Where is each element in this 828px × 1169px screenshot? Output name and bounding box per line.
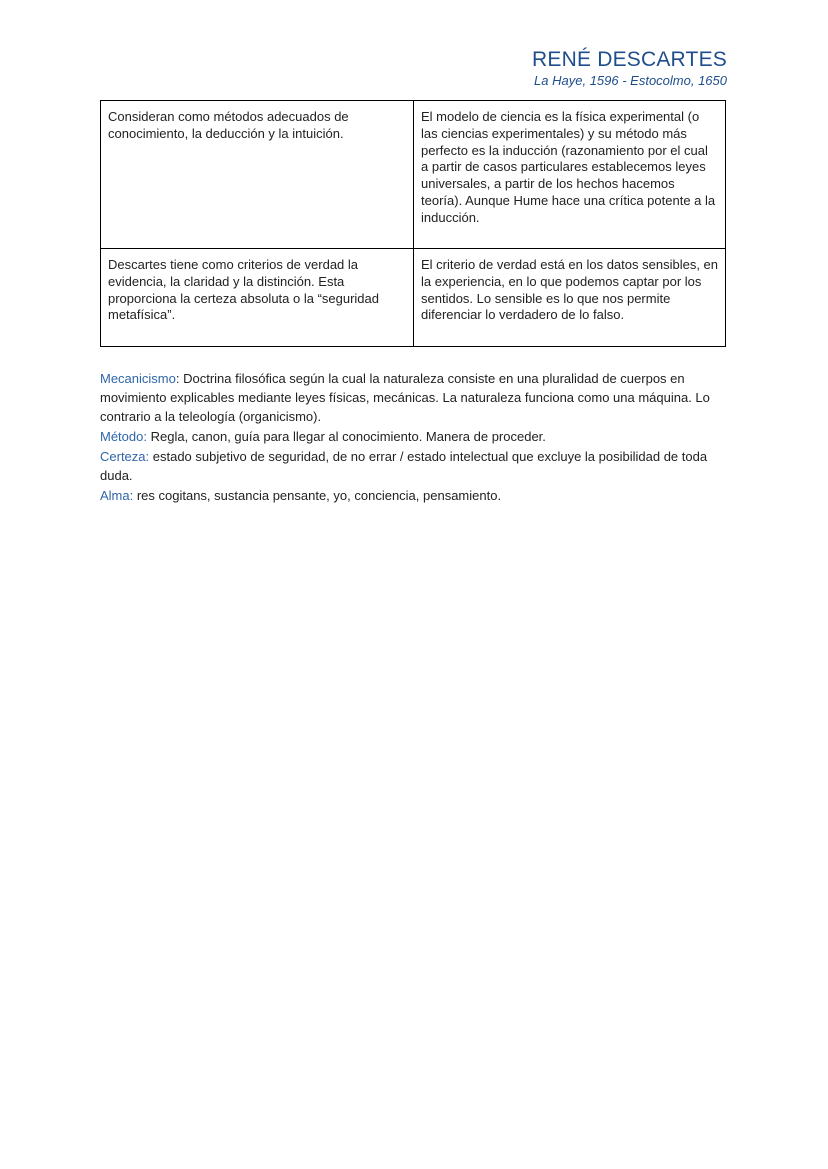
definition-mecanicismo xyxy=(100,369,730,426)
document-subtitle: La Haye, 1596 - Estocolmo, 1650 xyxy=(534,73,727,88)
table-cell-empiricism: El modelo de ciencia es la física experimental (o las ciencias experimentales) y su método más perfecto es la inducción (razonamiento por el cual a partir de casos particulares establecemos leyes universales, a partir de los hechos hacemos teoría). Aunque Hume hace una crítica potente a la inducción. xyxy=(414,101,726,249)
definition-metodo xyxy=(100,427,730,446)
definition-term: Método: xyxy=(100,429,147,444)
table-cell-empiricism: El criterio de verdad está en los datos sensibles, en la experiencia, en lo que podemos captar por los sentidos. Lo sensible es lo que nos permite diferenciar lo verdadero de lo falso. xyxy=(414,249,726,347)
definition-text: estado subjetivo de seguridad, de no errar / estado intelectual que excluye la posibilidad de toda duda. xyxy=(100,449,708,483)
definition-text: : Doctrina filosófica según la cual la naturaleza consiste en una pluralidad de cuerpos en movimiento explicables mediante leyes físicas, mecánicas. La naturaleza funciona como una máquina. Lo contrario a la teleología (organicismo). xyxy=(100,371,710,424)
definition-term: Alma: xyxy=(100,488,134,503)
definition-term: Mecanicismo xyxy=(100,371,176,386)
definition-text: res cogitans, sustancia pensante, yo, conciencia, pensamiento. xyxy=(133,488,502,503)
document-title: RENÉ DESCARTES xyxy=(532,48,727,71)
table-cell-descartes: Consideran como métodos adecuados de conocimiento, la deducción y la intuición. xyxy=(101,101,414,249)
definitions-list xyxy=(100,369,730,506)
definition-term: Certeza: xyxy=(100,449,150,464)
table-cell-descartes: Descartes tiene como criterios de verdad la evidencia, la claridad y la distinción. Esta proporciona la certeza absoluta o la “seguridad metafísica”. xyxy=(101,249,414,347)
definition-text: Regla, canon, guía para llegar al conocimiento. Manera de proceder. xyxy=(146,429,546,444)
comparison-table xyxy=(100,100,726,347)
table-row xyxy=(101,101,726,249)
definition-certeza xyxy=(100,447,730,485)
table-row xyxy=(101,249,726,347)
definition-alma xyxy=(100,486,730,505)
page-header xyxy=(532,48,727,89)
